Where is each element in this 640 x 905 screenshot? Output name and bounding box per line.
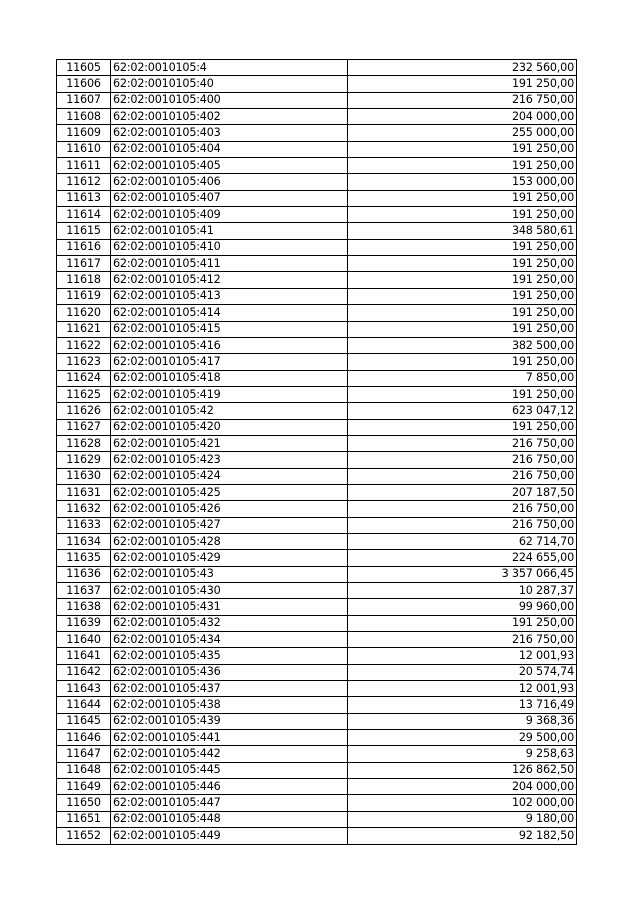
row-number-cell: 11637 bbox=[57, 583, 111, 599]
cadastral-number-cell: 62:02:0010105:432 bbox=[111, 615, 348, 631]
table-row bbox=[57, 730, 577, 746]
table-row bbox=[57, 468, 577, 484]
cadastral-value-cell: 191 250,00 bbox=[348, 256, 577, 272]
cadastral-value-cell: 216 750,00 bbox=[348, 435, 577, 451]
row-number-cell: 11632 bbox=[57, 501, 111, 517]
cadastral-number-cell: 62:02:0010105:416 bbox=[111, 337, 348, 353]
cadastral-value-cell: 20 574,74 bbox=[348, 664, 577, 680]
table-row bbox=[57, 92, 577, 108]
row-number-cell: 11652 bbox=[57, 828, 111, 844]
cadastral-number-cell: 62:02:0010105:431 bbox=[111, 599, 348, 615]
row-number-cell: 11628 bbox=[57, 435, 111, 451]
cadastral-value-cell: 623 047,12 bbox=[348, 403, 577, 419]
table-row bbox=[57, 533, 577, 549]
table-row bbox=[57, 109, 577, 125]
cadastral-number-cell: 62:02:0010105:424 bbox=[111, 468, 348, 484]
row-number-cell: 11611 bbox=[57, 158, 111, 174]
registry-sheet bbox=[56, 59, 577, 845]
cadastral-value-cell: 216 750,00 bbox=[348, 501, 577, 517]
table-row bbox=[57, 583, 577, 599]
table-row bbox=[57, 239, 577, 255]
table-row bbox=[57, 337, 577, 353]
table-row bbox=[57, 435, 577, 451]
cadastral-number-cell: 62:02:0010105:400 bbox=[111, 92, 348, 108]
table-body bbox=[57, 60, 577, 845]
table-row bbox=[57, 779, 577, 795]
cadastral-number-cell: 62:02:0010105:403 bbox=[111, 125, 348, 141]
table-row bbox=[57, 125, 577, 141]
cadastral-number-cell: 62:02:0010105:442 bbox=[111, 746, 348, 762]
row-number-cell: 11644 bbox=[57, 697, 111, 713]
cadastral-value-cell: 191 250,00 bbox=[348, 615, 577, 631]
cadastral-number-cell: 62:02:0010105:4 bbox=[111, 60, 348, 76]
table-row bbox=[57, 272, 577, 288]
row-number-cell: 11636 bbox=[57, 566, 111, 582]
cadastral-number-cell: 62:02:0010105:436 bbox=[111, 664, 348, 680]
row-number-cell: 11605 bbox=[57, 60, 111, 76]
cadastral-number-cell: 62:02:0010105:404 bbox=[111, 141, 348, 157]
cadastral-value-cell: 12 001,93 bbox=[348, 648, 577, 664]
row-number-cell: 11640 bbox=[57, 632, 111, 648]
cadastral-value-cell: 216 750,00 bbox=[348, 468, 577, 484]
cadastral-number-cell: 62:02:0010105:447 bbox=[111, 795, 348, 811]
cadastral-value-cell: 12 001,93 bbox=[348, 681, 577, 697]
cadastral-number-cell: 62:02:0010105:428 bbox=[111, 533, 348, 549]
cadastral-value-cell: 191 250,00 bbox=[348, 158, 577, 174]
cadastral-value-cell: 232 560,00 bbox=[348, 60, 577, 76]
row-number-cell: 11648 bbox=[57, 762, 111, 778]
cadastral-value-cell: 204 000,00 bbox=[348, 779, 577, 795]
cadastral-number-cell: 62:02:0010105:405 bbox=[111, 158, 348, 174]
cadastral-number-cell: 62:02:0010105:437 bbox=[111, 681, 348, 697]
row-number-cell: 11646 bbox=[57, 730, 111, 746]
row-number-cell: 11647 bbox=[57, 746, 111, 762]
row-number-cell: 11633 bbox=[57, 517, 111, 533]
table-row bbox=[57, 321, 577, 337]
row-number-cell: 11630 bbox=[57, 468, 111, 484]
row-number-cell: 11621 bbox=[57, 321, 111, 337]
table-row bbox=[57, 419, 577, 435]
cadastral-number-cell: 62:02:0010105:41 bbox=[111, 223, 348, 239]
cadastral-number-cell: 62:02:0010105:411 bbox=[111, 256, 348, 272]
row-number-cell: 11622 bbox=[57, 337, 111, 353]
table-row bbox=[57, 746, 577, 762]
table-row bbox=[57, 517, 577, 533]
cadastral-number-cell: 62:02:0010105:429 bbox=[111, 550, 348, 566]
table-row bbox=[57, 76, 577, 92]
table-row bbox=[57, 386, 577, 402]
table-row bbox=[57, 648, 577, 664]
cadastral-value-cell: 207 187,50 bbox=[348, 484, 577, 500]
cadastral-value-table bbox=[56, 59, 577, 845]
cadastral-number-cell: 62:02:0010105:427 bbox=[111, 517, 348, 533]
row-number-cell: 11650 bbox=[57, 795, 111, 811]
row-number-cell: 11623 bbox=[57, 354, 111, 370]
cadastral-value-cell: 92 182,50 bbox=[348, 828, 577, 844]
row-number-cell: 11614 bbox=[57, 207, 111, 223]
cadastral-number-cell: 62:02:0010105:40 bbox=[111, 76, 348, 92]
row-number-cell: 11609 bbox=[57, 125, 111, 141]
row-number-cell: 11639 bbox=[57, 615, 111, 631]
cadastral-number-cell: 62:02:0010105:413 bbox=[111, 288, 348, 304]
cadastral-value-cell: 9 258,63 bbox=[348, 746, 577, 762]
cadastral-value-cell: 191 250,00 bbox=[348, 141, 577, 157]
table-row bbox=[57, 828, 577, 844]
cadastral-number-cell: 62:02:0010105:415 bbox=[111, 321, 348, 337]
cadastral-number-cell: 62:02:0010105:425 bbox=[111, 484, 348, 500]
table-row bbox=[57, 452, 577, 468]
cadastral-value-cell: 191 250,00 bbox=[348, 190, 577, 206]
table-row bbox=[57, 615, 577, 631]
cadastral-value-cell: 191 250,00 bbox=[348, 239, 577, 255]
table-row bbox=[57, 60, 577, 76]
row-number-cell: 11634 bbox=[57, 533, 111, 549]
cadastral-number-cell: 62:02:0010105:418 bbox=[111, 370, 348, 386]
row-number-cell: 11608 bbox=[57, 109, 111, 125]
table-row bbox=[57, 566, 577, 582]
cadastral-number-cell: 62:02:0010105:449 bbox=[111, 828, 348, 844]
cadastral-value-cell: 62 714,70 bbox=[348, 533, 577, 549]
row-number-cell: 11612 bbox=[57, 174, 111, 190]
row-number-cell: 11629 bbox=[57, 452, 111, 468]
cadastral-value-cell: 3 357 066,45 bbox=[348, 566, 577, 582]
cadastral-number-cell: 62:02:0010105:402 bbox=[111, 109, 348, 125]
cadastral-number-cell: 62:02:0010105:410 bbox=[111, 239, 348, 255]
row-number-cell: 11617 bbox=[57, 256, 111, 272]
table-row bbox=[57, 305, 577, 321]
cadastral-number-cell: 62:02:0010105:426 bbox=[111, 501, 348, 517]
cadastral-value-cell: 216 750,00 bbox=[348, 517, 577, 533]
cadastral-value-cell: 13 716,49 bbox=[348, 697, 577, 713]
cadastral-value-cell: 191 250,00 bbox=[348, 76, 577, 92]
cadastral-number-cell: 62:02:0010105:412 bbox=[111, 272, 348, 288]
cadastral-number-cell: 62:02:0010105:435 bbox=[111, 648, 348, 664]
row-number-cell: 11606 bbox=[57, 76, 111, 92]
row-number-cell: 11624 bbox=[57, 370, 111, 386]
row-number-cell: 11626 bbox=[57, 403, 111, 419]
cadastral-value-cell: 216 750,00 bbox=[348, 632, 577, 648]
table-row bbox=[57, 207, 577, 223]
cadastral-number-cell: 62:02:0010105:423 bbox=[111, 452, 348, 468]
row-number-cell: 11620 bbox=[57, 305, 111, 321]
table-row bbox=[57, 370, 577, 386]
table-row bbox=[57, 174, 577, 190]
table-row bbox=[57, 713, 577, 729]
cadastral-number-cell: 62:02:0010105:446 bbox=[111, 779, 348, 795]
row-number-cell: 11607 bbox=[57, 92, 111, 108]
table-row bbox=[57, 664, 577, 680]
row-number-cell: 11625 bbox=[57, 386, 111, 402]
cadastral-value-cell: 99 960,00 bbox=[348, 599, 577, 615]
table-row bbox=[57, 288, 577, 304]
row-number-cell: 11635 bbox=[57, 550, 111, 566]
cadastral-number-cell: 62:02:0010105:448 bbox=[111, 811, 348, 827]
cadastral-value-cell: 9 180,00 bbox=[348, 811, 577, 827]
cadastral-value-cell: 29 500,00 bbox=[348, 730, 577, 746]
cadastral-value-cell: 191 250,00 bbox=[348, 272, 577, 288]
cadastral-value-cell: 191 250,00 bbox=[348, 321, 577, 337]
cadastral-value-cell: 191 250,00 bbox=[348, 386, 577, 402]
row-number-cell: 11627 bbox=[57, 419, 111, 435]
cadastral-value-cell: 191 250,00 bbox=[348, 305, 577, 321]
table-row bbox=[57, 501, 577, 517]
cadastral-value-cell: 102 000,00 bbox=[348, 795, 577, 811]
table-row bbox=[57, 681, 577, 697]
table-row bbox=[57, 550, 577, 566]
row-number-cell: 11618 bbox=[57, 272, 111, 288]
row-number-cell: 11619 bbox=[57, 288, 111, 304]
table-row bbox=[57, 190, 577, 206]
cadastral-value-cell: 348 580,61 bbox=[348, 223, 577, 239]
cadastral-value-cell: 191 250,00 bbox=[348, 354, 577, 370]
cadastral-number-cell: 62:02:0010105:438 bbox=[111, 697, 348, 713]
table-row bbox=[57, 795, 577, 811]
cadastral-value-cell: 216 750,00 bbox=[348, 452, 577, 468]
row-number-cell: 11638 bbox=[57, 599, 111, 615]
cadastral-number-cell: 62:02:0010105:420 bbox=[111, 419, 348, 435]
cadastral-value-cell: 126 862,50 bbox=[348, 762, 577, 778]
table-row bbox=[57, 158, 577, 174]
row-number-cell: 11642 bbox=[57, 664, 111, 680]
cadastral-value-cell: 204 000,00 bbox=[348, 109, 577, 125]
row-number-cell: 11643 bbox=[57, 681, 111, 697]
row-number-cell: 11641 bbox=[57, 648, 111, 664]
table-row bbox=[57, 599, 577, 615]
row-number-cell: 11613 bbox=[57, 190, 111, 206]
cadastral-number-cell: 62:02:0010105:421 bbox=[111, 435, 348, 451]
table-row bbox=[57, 223, 577, 239]
row-number-cell: 11649 bbox=[57, 779, 111, 795]
cadastral-number-cell: 62:02:0010105:414 bbox=[111, 305, 348, 321]
cadastral-value-cell: 216 750,00 bbox=[348, 92, 577, 108]
cadastral-value-cell: 224 655,00 bbox=[348, 550, 577, 566]
table-row bbox=[57, 256, 577, 272]
row-number-cell: 11615 bbox=[57, 223, 111, 239]
cadastral-number-cell: 62:02:0010105:445 bbox=[111, 762, 348, 778]
row-number-cell: 11616 bbox=[57, 239, 111, 255]
table-row bbox=[57, 811, 577, 827]
cadastral-value-cell: 7 850,00 bbox=[348, 370, 577, 386]
cadastral-number-cell: 62:02:0010105:434 bbox=[111, 632, 348, 648]
cadastral-number-cell: 62:02:0010105:439 bbox=[111, 713, 348, 729]
cadastral-number-cell: 62:02:0010105:419 bbox=[111, 386, 348, 402]
table-row bbox=[57, 403, 577, 419]
cadastral-number-cell: 62:02:0010105:441 bbox=[111, 730, 348, 746]
table-row bbox=[57, 632, 577, 648]
cadastral-value-cell: 9 368,36 bbox=[348, 713, 577, 729]
row-number-cell: 11610 bbox=[57, 141, 111, 157]
table-row bbox=[57, 762, 577, 778]
table-row bbox=[57, 354, 577, 370]
row-number-cell: 11645 bbox=[57, 713, 111, 729]
cadastral-value-cell: 191 250,00 bbox=[348, 207, 577, 223]
cadastral-number-cell: 62:02:0010105:406 bbox=[111, 174, 348, 190]
cadastral-value-cell: 255 000,00 bbox=[348, 125, 577, 141]
cadastral-value-cell: 382 500,00 bbox=[348, 337, 577, 353]
cadastral-number-cell: 62:02:0010105:407 bbox=[111, 190, 348, 206]
cadastral-value-cell: 153 000,00 bbox=[348, 174, 577, 190]
cadastral-number-cell: 62:02:0010105:409 bbox=[111, 207, 348, 223]
cadastral-value-cell: 191 250,00 bbox=[348, 419, 577, 435]
cadastral-number-cell: 62:02:0010105:42 bbox=[111, 403, 348, 419]
cadastral-value-cell: 10 287,37 bbox=[348, 583, 577, 599]
table-row bbox=[57, 141, 577, 157]
cadastral-number-cell: 62:02:0010105:417 bbox=[111, 354, 348, 370]
cadastral-number-cell: 62:02:0010105:430 bbox=[111, 583, 348, 599]
table-row bbox=[57, 697, 577, 713]
table-row bbox=[57, 484, 577, 500]
cadastral-number-cell: 62:02:0010105:43 bbox=[111, 566, 348, 582]
row-number-cell: 11631 bbox=[57, 484, 111, 500]
row-number-cell: 11651 bbox=[57, 811, 111, 827]
cadastral-value-cell: 191 250,00 bbox=[348, 288, 577, 304]
